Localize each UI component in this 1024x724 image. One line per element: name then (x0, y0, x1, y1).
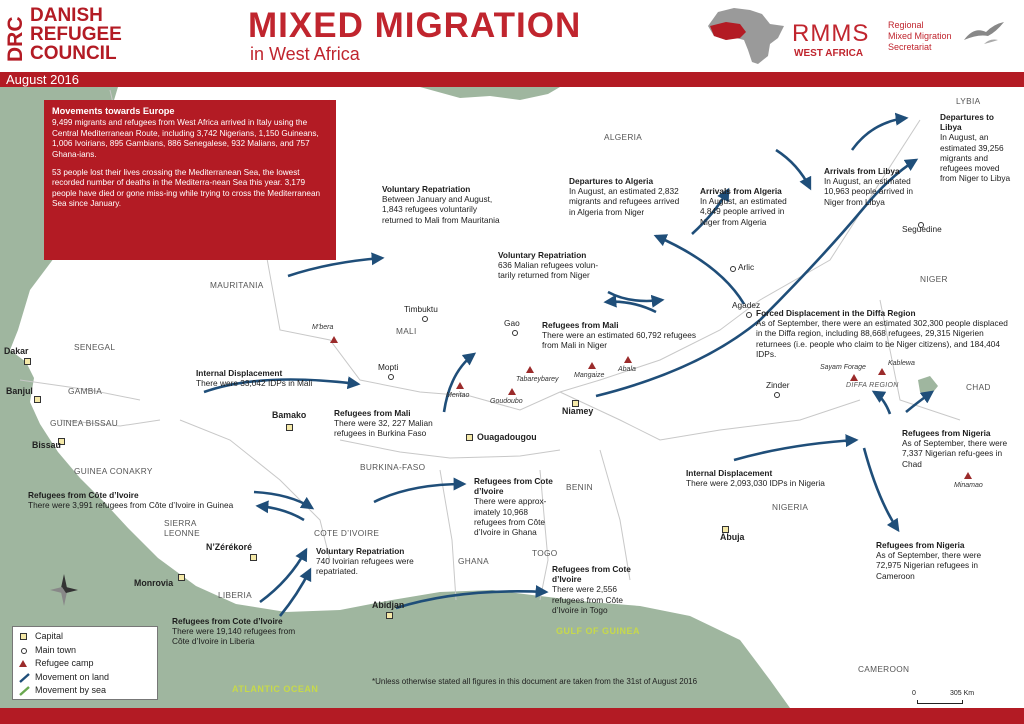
annotation-title: Departures to Libya (940, 112, 994, 133)
annotation-title: Voluntary Repatriation (382, 184, 471, 194)
annotation-title: Refugees from Cote d’Ivoire (552, 564, 631, 585)
annotation-title: Refugees from Mali (334, 408, 411, 418)
country-label-burkina: BURKINA-FASO (360, 462, 426, 472)
sea-label-atlantic: ATLANTIC OCEAN (232, 684, 319, 694)
camp-marker-mbera (330, 336, 338, 343)
page-title: MIXED MIGRATION (248, 6, 582, 45)
country-label-mauritania: MAURITANIA (210, 280, 264, 290)
country-label-guinea: GUINEA CONAKRY (74, 466, 153, 476)
annotation-title: Internal Displacement (196, 368, 283, 378)
camp-label-meritao: Meritao (446, 392, 470, 399)
page-subtitle: in West Africa (250, 44, 360, 64)
camp-label-tabareybarey: Tabareybarey (516, 376, 559, 383)
place-label-abidjan: Abidjan (372, 600, 405, 610)
annotation-vol-rep-ci (316, 546, 420, 577)
annotation-body: In August, an estimated 10,963 people arrived in Niger from Libya (824, 176, 914, 207)
annotation-vol-rep-niger (498, 250, 614, 281)
camp-label-minamao: Minamao (954, 482, 983, 489)
capital-marker-ouagadougou (466, 434, 473, 441)
annotation-body: There were 19,140 refugees from Côte d’Ivoire in Liberia (172, 626, 296, 647)
annotation-refugees-ci-liberia (172, 616, 312, 647)
legend-land-arrow-icon (19, 673, 31, 683)
annotation-refugees-nigeria-cameroon (876, 540, 1006, 581)
header (0, 0, 1024, 72)
annotation-title: Internal Displacement (686, 468, 773, 478)
town-marker-timbuktu (422, 316, 428, 322)
drc-name-line-3: COUNCIL (30, 43, 117, 64)
legend-label: Refugee camp (35, 658, 94, 668)
town-marker-gao (512, 330, 518, 336)
annotation-refugees-ci-togo (552, 564, 648, 615)
camp-marker-kablewa (878, 368, 886, 375)
country-label-cotedivoire: COTE D’IVOIRE (314, 528, 380, 538)
annotation-refugees-ci-ghana (474, 476, 562, 537)
country-label-sierra-1: SIERRA (164, 518, 197, 528)
scale-distance: 305 Km (950, 690, 975, 697)
capital-marker-banjul (34, 396, 41, 403)
rmms-description (888, 20, 952, 53)
annotation-departures-libya (940, 112, 1012, 183)
europe-box-paragraph-2: 53 people lost their lives crossing the Mediterranean Sea, the lowest recorded number of deaths in the Mediterra-nean Sea this year. 3,179 people have died or gone miss-ing while trying to cross the Mediterranean Sea since January. (52, 168, 321, 209)
annotation-body: There were an estimated 60,792 refugees from Mali in Niger (542, 330, 697, 351)
annotation-title: Refugees from Côte d’Ivoire (28, 490, 139, 500)
date-bar (0, 72, 1024, 87)
country-label-mali: MALI (396, 326, 417, 336)
annotation-body: 636 Malian refugees volun-tarily returned from Niger (498, 260, 599, 281)
town-marker-mopti (388, 374, 394, 380)
country-label-algeria: ALGERIA (604, 132, 643, 142)
place-label-agadez: Agadez (732, 300, 761, 310)
drc-name-line-2: REFUGEE (30, 24, 122, 45)
country-label-ghana: GHANA (458, 556, 490, 566)
annotation-body: There were 33,042 IDPs in Mali (196, 378, 313, 389)
scale-zero: 0 (912, 690, 916, 697)
annotation-body: There were 2,556 refugees from Côte d’Ivoire in Togo (552, 584, 624, 615)
compass-rose-icon (50, 574, 78, 606)
legend-row-capital (19, 630, 151, 644)
annotation-refugees-nigeria-chad (902, 428, 1012, 469)
town-marker-agadez (746, 312, 752, 318)
annotation-title: Refugees from Nigeria (902, 428, 991, 438)
drc-name-line-1: DANISH (30, 5, 103, 26)
annotation-title: Refugees from Mali (542, 320, 619, 330)
legend-sea-arrow-icon (19, 686, 31, 696)
annotation-body: There were 2,093,030 IDPs in Nigeria (686, 478, 825, 489)
annotation-title: Voluntary Repatriation (316, 546, 405, 556)
annotation-vol-rep-mauritania (382, 184, 502, 225)
place-label-arlic: Arlic (738, 262, 755, 272)
annotation-title: Refugees from Cote d’Ivoire (172, 616, 283, 626)
legend-label: Main town (35, 644, 77, 655)
europe-movements-box (44, 100, 336, 260)
capital-marker-dakar (24, 358, 31, 365)
place-label-bissau: Bissau (32, 440, 61, 450)
annotation-refugees-mali-niger (542, 320, 712, 351)
annotation-title: Forced Displacement in the Diffa Region (756, 308, 916, 318)
annotation-title: Arrivals from Algeria (700, 186, 782, 196)
annotation-title: Arrivals from Libya (824, 166, 900, 176)
legend-label: Capital (35, 631, 64, 641)
annotation-title: Departures to Algeria (569, 176, 654, 186)
legend-row-land (19, 671, 151, 685)
country-label-nigeria: NIGERIA (772, 502, 809, 512)
annotation-refugees-ci-guinea (28, 490, 250, 510)
place-label-niamey: Niamey (562, 406, 594, 416)
annotation-title: Refugees from Cote d’Ivoire (474, 476, 553, 497)
country-label-liberia: LIBERIA (218, 590, 252, 600)
drc-name (30, 6, 122, 63)
annotation-refugees-mali-burkina (334, 408, 452, 439)
camp-label-goudoubo: Goudoubo (490, 398, 523, 405)
country-label-chad: CHAD (966, 382, 991, 392)
place-label-zinder: Zinder (766, 380, 790, 390)
legend-row-sea (19, 684, 151, 698)
camp-label-mangaize: Mangaize (574, 372, 605, 379)
rmms-desc-line-3: Secretariat (888, 42, 932, 52)
place-label-gao: Gao (504, 318, 520, 328)
annotation-diffa-displacement (756, 308, 1008, 359)
rmms-region: WEST AFRICA (794, 48, 864, 59)
annotation-idp-mali (196, 368, 346, 388)
capital-marker-nzerekore (250, 554, 257, 561)
country-label-cameroon: CAMEROON (858, 664, 910, 674)
country-label-senegal: SENEGAL (74, 342, 116, 352)
annotation-idp-nigeria (686, 468, 856, 488)
drc-logo-mark (6, 6, 26, 64)
capital-marker-monrovia (178, 574, 185, 581)
place-label-timbuktu: Timbuktu (404, 304, 438, 314)
date-text: August 2016 (6, 72, 80, 87)
legend-capital-icon (20, 633, 27, 640)
place-label-seguedine: Seguedine (902, 224, 942, 234)
town-marker-arlic (730, 266, 736, 272)
place-label-ouagadougou: Ouagadougou (477, 432, 537, 442)
place-label-monrovia: Monrovia (134, 578, 174, 588)
scale-bar (917, 700, 963, 704)
camp-marker-meritao (456, 382, 464, 389)
annotation-body: There were 3,991 refugees from Côte d’Ivoire in Guinea (28, 500, 234, 511)
annotation-body: As of September, there were an estimated 302,300 people displaced in the Diffa region, including 88,668 refugees, 29,315 Nigerien returnees (i.e. people who claim to be Niger citizens), and 184,404 IDPs. (756, 318, 1008, 359)
country-label-togo: TOGO (532, 548, 558, 558)
annotation-arrivals-libya (824, 166, 920, 207)
legend-label: Movement by sea (35, 685, 107, 695)
camp-marker-sayam (850, 374, 858, 381)
legend-town-icon (21, 648, 27, 654)
annotation-title: Refugees from Nigeria (876, 540, 965, 550)
camp-label-sayam: Sayam Forage (820, 364, 866, 371)
camp-marker-mangaize (588, 362, 596, 369)
region-label-diffa: DIFFA REGION (846, 382, 899, 389)
europe-box-title: Movements towards Europe (52, 106, 175, 116)
camp-marker-minamao (964, 472, 972, 479)
annotation-body: In August, an estimated 4,849 people arrived in Niger from Algeria (700, 196, 787, 227)
town-marker-zinder (774, 392, 780, 398)
annotation-body: In August, an estimated 2,832 migrants and refugees arrived in Algeria from Niger (569, 186, 680, 217)
camp-label-abala: Abala (618, 366, 636, 373)
drc-mark-text: DRC (4, 16, 27, 62)
map-legend (12, 626, 158, 700)
country-label-benin: BENIN (566, 482, 593, 492)
country-label-niger: NIGER (920, 274, 948, 284)
camp-marker-abala (624, 356, 632, 363)
capital-marker-bamako (286, 424, 293, 431)
annotation-body: There were 32, 227 Malian refugees in Burkina Faso (334, 418, 433, 439)
country-label-gambia: GAMBIA (68, 386, 103, 396)
place-label-banjul: Banjul (6, 386, 33, 396)
country-label-sierra-2: LEONNE (164, 528, 200, 538)
birds-icon (960, 18, 1008, 48)
place-label-nzerekore: N’Zérékoré (206, 542, 252, 552)
camp-label-kablewa: Kablewa (888, 360, 915, 367)
annotation-departures-algeria (569, 176, 681, 217)
annotation-body: Between January and August, 1,843 refugees voluntarily returned to Mali from Mauritania (382, 194, 500, 225)
legend-row-main-town (19, 644, 151, 658)
camp-marker-goudoubo (508, 388, 516, 395)
legend-row-camp (19, 657, 151, 671)
footnote: *Unless otherwise stated all figures in this document are taken from the 31st of August 2016 (372, 677, 698, 686)
sea-label-gulf-of-guinea: GULF OF GUINEA (556, 626, 640, 636)
annotation-body: There were approx-imately 10,968 refugees from Côte d’Ivoire in Ghana (474, 496, 547, 538)
place-label-dakar: Dakar (4, 346, 29, 356)
rmms-desc-line-1: Regional (888, 20, 924, 30)
rmms-desc-line-2: Mixed Migration (888, 31, 952, 41)
place-label-mopti: Mopti (378, 362, 399, 372)
rmms-logo: RMMS (792, 20, 870, 47)
africa-locator-map-icon (700, 4, 788, 68)
annotation-body: As of September, there were 72,975 Nigerian refugees in Cameroon (876, 550, 982, 581)
camp-marker-tabareybarey (526, 366, 534, 373)
annotation-arrivals-algeria (700, 186, 796, 227)
annotation-body: As of September, there were 7,337 Nigerian refu-gees in Chad (902, 438, 1008, 469)
country-label-guinea-bissau: GUINEA BISSAU (50, 418, 118, 428)
bottom-bar (0, 708, 1024, 724)
place-label-bamako: Bamako (272, 410, 307, 420)
country-label-libya: LYBIA (956, 96, 981, 106)
annotation-body: 740 Ivoirian refugees were repatriated. (316, 556, 414, 577)
place-label-abuja: Abuja (720, 532, 745, 542)
europe-box-paragraph-1: 9,499 migrants and refugees from West Africa arrived in Italy using the Central Mediterranean Route, including 3,742 Nigerians, 1,150 Guineans, 1,006 Ivoirians, 895 Gambians, 886 Senegalese, 932 Malians, and 757 Ghana-ians. (52, 118, 319, 159)
camp-label-mbera: M’bera (312, 324, 334, 331)
legend-camp-icon (19, 660, 27, 667)
annotation-title: Voluntary Repatriation (498, 250, 587, 260)
legend-label: Movement on land (35, 671, 110, 682)
annotation-body: In August, an estimated 39,256 migrants and refugees moved from Niger to Libya (940, 132, 1011, 184)
capital-marker-abidjan (386, 612, 393, 619)
